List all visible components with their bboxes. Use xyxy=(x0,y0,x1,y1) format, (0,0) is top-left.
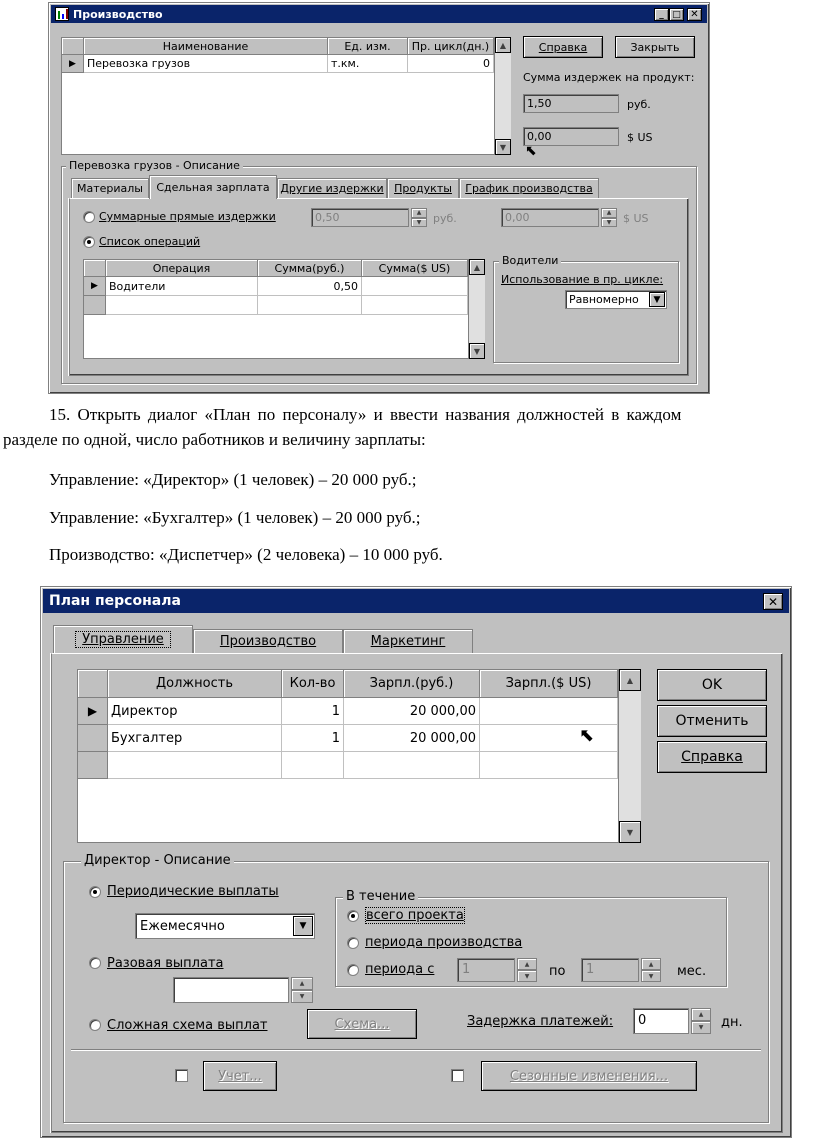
instruction-item-3: Производство: «Диспетчер» (2 человека) – 10 000 руб. xyxy=(49,545,443,564)
table-row-unit[interactable]: т.км. xyxy=(328,55,408,73)
table-row-empty[interactable] xyxy=(344,752,480,779)
close-button[interactable]: Закрыть xyxy=(615,36,695,58)
scroll-up-icon[interactable]: ▲ xyxy=(495,37,511,53)
table-row-empty[interactable] xyxy=(282,752,344,779)
minimize-button[interactable]: _ xyxy=(654,8,669,21)
table-row-count[interactable]: 1 xyxy=(282,725,344,752)
sum-direct-radio[interactable] xyxy=(83,211,95,223)
cost-rub-field: 1,50 xyxy=(523,94,619,113)
grid-corner xyxy=(84,260,106,277)
to-label: по xyxy=(549,964,566,979)
operations-list-radio[interactable] xyxy=(83,236,95,248)
one-time-input[interactable] xyxy=(173,977,289,1003)
col-header-position[interactable]: Должность xyxy=(108,670,282,698)
mouse-cursor-icon: ⬉ xyxy=(525,143,537,159)
ok-button[interactable]: OK xyxy=(657,669,767,701)
table-row-sum-rub[interactable]: 0,50 xyxy=(258,277,362,296)
drivers-group-label: Водители xyxy=(499,254,561,267)
row-indicator-icon: ▶ xyxy=(78,698,108,725)
delay-unit: дн. xyxy=(721,1015,743,1030)
sum-usd-field: 0,00 xyxy=(501,208,599,227)
staff-plan-window xyxy=(40,586,792,1138)
col-header-sum-rub[interactable]: Сумма(руб.) xyxy=(258,260,362,277)
mouse-cursor-icon: ⬉ xyxy=(579,725,595,746)
account-button[interactable]: Учет... xyxy=(203,1061,277,1091)
tab-other-costs[interactable]: Другие издержки xyxy=(277,178,387,198)
chevron-down-icon[interactable]: ▼ xyxy=(293,916,313,936)
tab-management[interactable]: Управление xyxy=(53,625,193,653)
delay-input[interactable]: 0 xyxy=(633,1008,689,1034)
table-row-salary-rub[interactable]: 20 000,00 xyxy=(344,698,480,725)
to-spinner: ▲ ▼ xyxy=(641,958,661,982)
period-group-label: В течение xyxy=(343,889,418,904)
table-row-position[interactable]: Директор xyxy=(108,698,282,725)
tab-piece-wage[interactable]: Сдельная зарплата xyxy=(149,175,277,199)
scroll-down-icon[interactable]: ▼ xyxy=(619,821,641,843)
table-row-name[interactable]: Перевозка грузов xyxy=(84,55,328,73)
scroll-down-icon[interactable]: ▼ xyxy=(495,139,511,155)
window-title: План персонала xyxy=(49,593,181,609)
tab-products[interactable]: Продукты xyxy=(387,178,459,198)
row-indicator-icon: ▶ xyxy=(84,277,106,296)
cost-label: Сумма издержек на продукт: xyxy=(523,71,695,84)
table-row-empty[interactable] xyxy=(108,752,282,779)
col-header-cycle[interactable]: Пр. цикл(дн.) xyxy=(408,38,494,55)
from-input: 1 xyxy=(457,958,515,982)
usage-select[interactable]: Равномерно xyxy=(565,290,667,309)
instruction-item-2: Управление: «Бухгалтер» (1 человек) – 20 000 руб.; xyxy=(49,508,421,527)
title-bar xyxy=(51,5,707,23)
from-spinner: ▲ ▼ xyxy=(517,958,537,982)
cost-usd-unit: $ US xyxy=(627,131,653,144)
account-checkbox[interactable] xyxy=(175,1069,188,1082)
table-row-salary-usd[interactable] xyxy=(480,725,618,752)
sum-rub-field: 0,50 xyxy=(311,208,409,227)
periodic-label[interactable]: Периодические выплаты xyxy=(107,884,279,899)
period-from-radio[interactable] xyxy=(347,964,359,976)
title-bar xyxy=(43,589,789,613)
sum-usd-unit: $ US xyxy=(623,212,649,225)
instruction-line-2: разделе по одной, число работников и величину зарплаты: xyxy=(3,430,426,449)
table-row-empty[interactable] xyxy=(106,296,258,315)
month-unit: мес. xyxy=(677,964,707,979)
scroll-down-icon[interactable]: ▼ xyxy=(469,343,485,359)
grid-corner xyxy=(62,38,84,55)
sum-rub-spinner: ▲ ▼ xyxy=(411,208,427,227)
products-scrollbar[interactable] xyxy=(495,37,511,155)
table-row-count[interactable]: 1 xyxy=(282,698,344,725)
periodic-radio[interactable] xyxy=(89,886,101,898)
col-header-name[interactable]: Наименование xyxy=(84,38,328,55)
sum-usd-spinner: ▲ ▼ xyxy=(601,208,617,227)
seasonal-checkbox[interactable] xyxy=(451,1069,464,1082)
sum-direct-label[interactable]: Суммарные прямые издержки xyxy=(99,210,276,223)
instruction-line-1: 15. Открыть диалог «План по персоналу» и ввести названия должностей в каждом xyxy=(49,405,682,424)
whole-project-label[interactable]: всего проекта xyxy=(366,908,464,923)
col-header-operation[interactable]: Операция xyxy=(106,260,258,277)
table-row-cycle[interactable]: 0 xyxy=(408,55,494,73)
usage-label: Использование в пр. цикле: xyxy=(501,273,664,286)
description-label: Перевозка грузов - Описание xyxy=(66,159,243,172)
table-row-salary-usd[interactable] xyxy=(480,698,618,725)
scroll-up-icon[interactable]: ▲ xyxy=(469,259,485,275)
chevron-down-icon[interactable]: ▼ xyxy=(649,292,665,307)
prod-period-radio[interactable] xyxy=(347,937,359,949)
col-header-salary-usd[interactable]: Зарпл.($ US) xyxy=(480,670,618,698)
tab-materials[interactable]: Материалы xyxy=(71,178,149,198)
cost-rub-unit: руб. xyxy=(627,98,651,111)
one-time-label[interactable]: Разовая выплата xyxy=(107,956,224,971)
table-row-empty[interactable] xyxy=(258,296,362,315)
table-row-empty[interactable] xyxy=(480,752,618,779)
whole-project-radio[interactable] xyxy=(347,910,359,922)
help-button[interactable]: Справка xyxy=(657,741,767,773)
period-from-label[interactable]: периода с xyxy=(365,962,435,977)
row-indicator-empty xyxy=(78,752,108,779)
one-time-radio[interactable] xyxy=(89,957,101,969)
col-header-unit[interactable]: Ед. изм. xyxy=(328,38,408,55)
production-window xyxy=(48,2,710,394)
staff-scrollbar[interactable] xyxy=(619,669,641,843)
row-indicator-icon: ▶ xyxy=(62,55,84,73)
app-icon xyxy=(55,7,69,21)
delay-spinner[interactable]: ▲ ▼ xyxy=(691,1008,711,1034)
window-title: Производство xyxy=(73,7,163,21)
close-window-button[interactable]: ✕ xyxy=(763,593,783,610)
bottom-divider xyxy=(71,1049,761,1051)
grid-corner xyxy=(78,670,108,698)
complex-radio[interactable] xyxy=(89,1019,101,1031)
to-input: 1 xyxy=(581,958,639,982)
maximize-button[interactable]: □ xyxy=(669,8,684,21)
prod-period-label[interactable]: периода производства xyxy=(365,935,523,950)
table-row-operation[interactable]: Водители xyxy=(106,277,258,296)
cancel-button[interactable]: Отменить xyxy=(657,705,767,737)
table-row-salary-rub[interactable]: 20 000,00 xyxy=(344,725,480,752)
delay-label: Задержка платежей: xyxy=(467,1014,614,1029)
operations-grid[interactable] xyxy=(83,259,469,359)
instruction-item-1: Управление: «Директор» (1 человек) – 20 000 руб.; xyxy=(49,470,417,489)
row-indicator-empty xyxy=(84,296,106,315)
sum-rub-unit: руб. xyxy=(433,212,457,225)
scheme-button[interactable]: Схема... xyxy=(307,1009,417,1039)
help-button[interactable]: Справка xyxy=(523,36,603,58)
operations-list-label[interactable]: Список операций xyxy=(99,235,201,248)
seasonal-button[interactable]: Сезонные изменения... xyxy=(481,1061,697,1091)
tab-production[interactable]: Производство xyxy=(193,629,343,653)
table-row-position[interactable]: Бухгалтер xyxy=(108,725,282,752)
table-row-sum-usd[interactable] xyxy=(362,277,468,296)
staff-grid[interactable] xyxy=(77,669,619,843)
table-row-empty[interactable] xyxy=(362,296,468,315)
products-grid[interactable] xyxy=(61,37,495,155)
cost-usd-field: 0,00 xyxy=(523,127,619,146)
scroll-up-icon[interactable]: ▲ xyxy=(619,669,641,691)
tab-production-schedule[interactable]: График производства xyxy=(459,178,599,198)
one-time-spinner[interactable]: ▲ ▼ xyxy=(291,977,313,1003)
periodic-select[interactable]: Ежемесячно xyxy=(135,913,315,939)
col-header-salary-rub[interactable]: Зарпл.(руб.) xyxy=(344,670,480,698)
col-header-count[interactable]: Кол-во xyxy=(282,670,344,698)
tab-marketing[interactable]: Маркетинг xyxy=(343,629,473,653)
row-indicator-empty xyxy=(78,725,108,752)
col-header-sum-usd[interactable]: Сумма($ US) xyxy=(362,260,468,277)
close-window-button[interactable]: ✕ xyxy=(687,8,702,21)
description-label: Директор - Описание xyxy=(81,853,234,868)
complex-label[interactable]: Сложная схема выплат xyxy=(107,1018,268,1033)
